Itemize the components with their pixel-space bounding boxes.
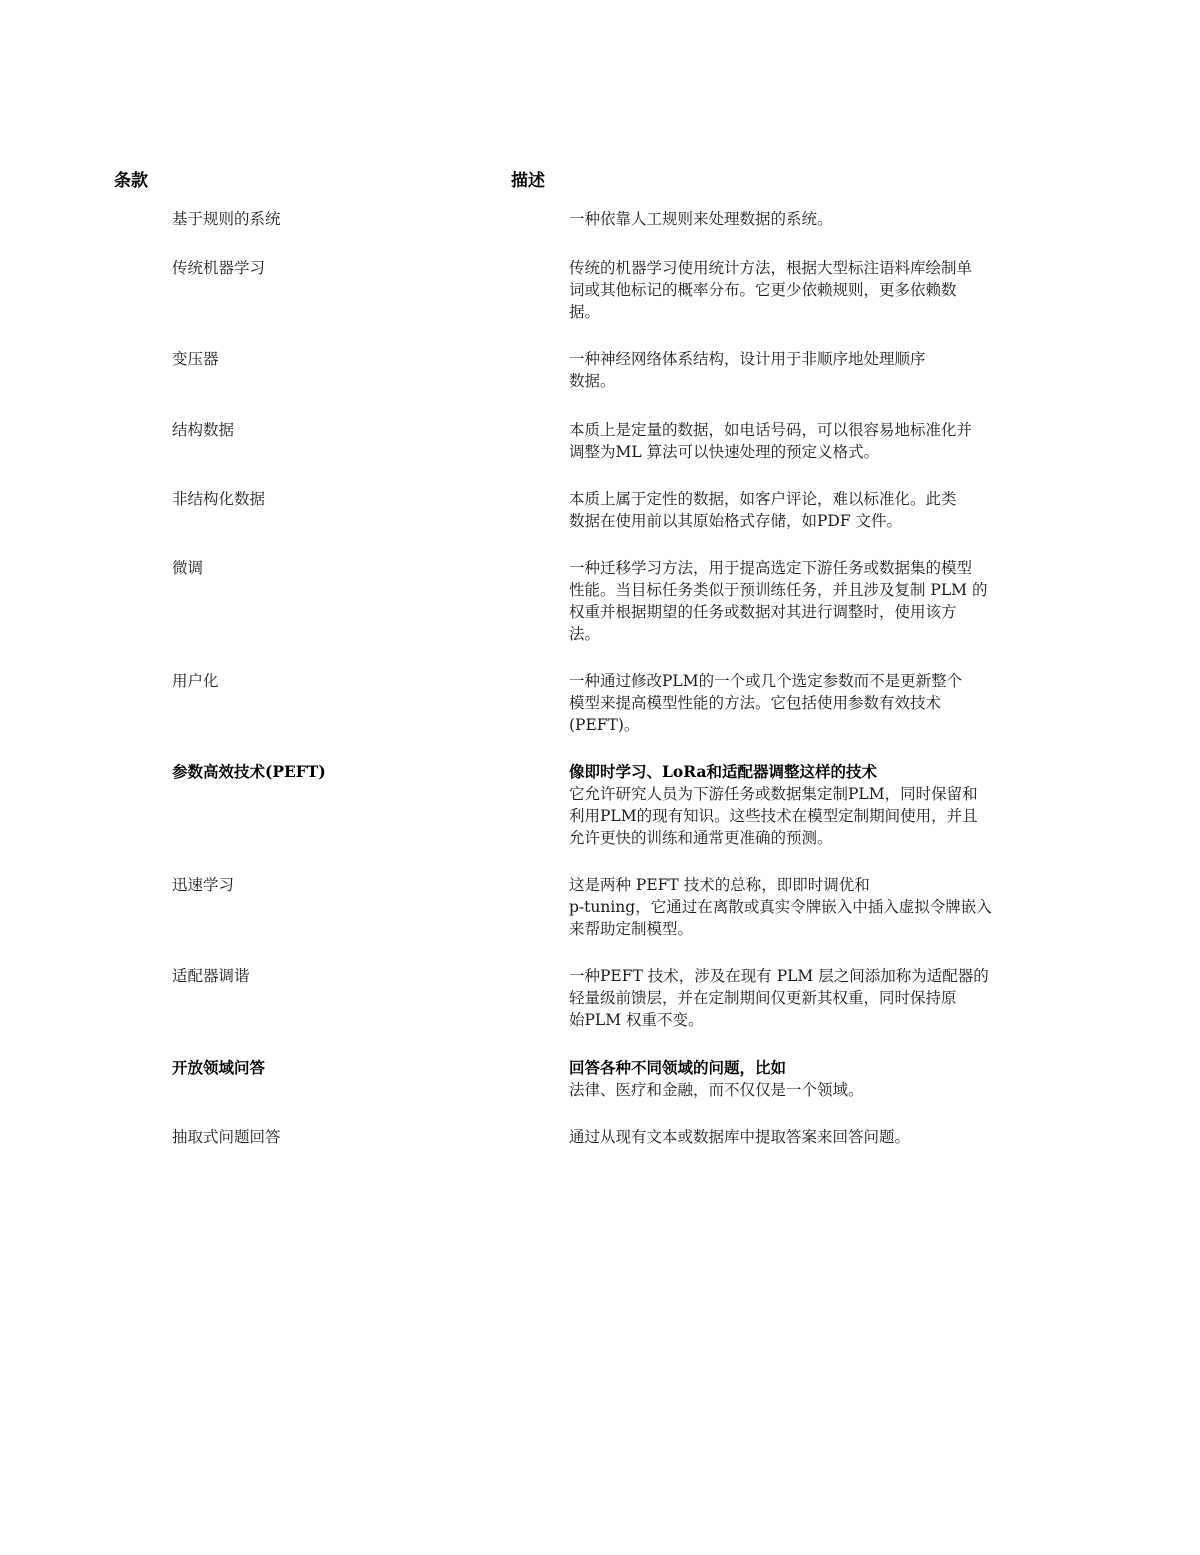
desc-line: 允许更快的训练和通常更准确的预测。 bbox=[569, 829, 833, 847]
desc-line: 调整为ML 算法可以快速处理的预定义格式。 bbox=[569, 443, 880, 461]
term-adapter-tuning: 适配器调谐 bbox=[172, 967, 250, 985]
desc-line: 始PLM 权重不变。 bbox=[569, 1011, 704, 1029]
desc-line: 据。 bbox=[569, 303, 601, 321]
desc-adapter-tuning bbox=[569, 965, 1059, 1031]
desc-line: 法律、医疗和金融，而不仅仅是一个领域。 bbox=[569, 1081, 864, 1099]
desc-structured-data bbox=[569, 419, 1059, 463]
desc-line: 一种神经网络体系结构，设计用于非顺序地处理顺序 bbox=[569, 350, 926, 368]
header-term: 条款 bbox=[114, 171, 148, 191]
desc-line: (PEFT)。 bbox=[569, 716, 640, 734]
header-description: 描述 bbox=[511, 171, 545, 191]
desc-traditional-ml bbox=[569, 257, 1059, 323]
desc-customization bbox=[569, 670, 1059, 736]
desc-line: 利用PLM的现有知识。这些技术在模型定制期间使用，并且 bbox=[569, 807, 978, 825]
desc-line: 权重并根据期望的任务或数据对其进行调整时，使用该方 bbox=[569, 603, 957, 621]
desc-line-bold: 回答各种不同领域的问题，比如 bbox=[569, 1058, 787, 1077]
term-extractive-qa: 抽取式问题回答 bbox=[172, 1128, 281, 1146]
term-structured-data: 结构数据 bbox=[172, 421, 235, 439]
desc-unstructured-data bbox=[569, 488, 1059, 532]
term-prompt-learning: 迅速学习 bbox=[172, 876, 235, 894]
desc-peft bbox=[569, 761, 1059, 849]
desc-transformer bbox=[569, 348, 1059, 392]
desc-line: 它允许研究人员为下游任务或数据集定制PLM，同时保留和 bbox=[569, 785, 978, 803]
term-unstructured-data: 非结构化数据 bbox=[172, 490, 266, 508]
desc-extractive-qa bbox=[569, 1126, 1059, 1148]
desc-line-bold: 像即时学习、LoRa和适配器调整这样的技术 bbox=[569, 762, 878, 781]
term-open-domain-qa: 开放领域问答 bbox=[172, 1058, 266, 1077]
term-customization: 用户化 bbox=[172, 672, 219, 690]
term-traditional-ml: 传统机器学习 bbox=[172, 259, 266, 277]
desc-line: 传统的机器学习使用统计方法，根据大型标注语料库绘制单 bbox=[569, 259, 973, 277]
desc-open-domain-qa bbox=[569, 1057, 1059, 1101]
desc-line: p-tuning，它通过在离散或真实令牌嵌入中插入虚拟令牌嵌入 bbox=[569, 898, 992, 916]
desc-line: 来帮助定制模型。 bbox=[569, 920, 694, 938]
desc-line: 一种依靠人工规则来处理数据的系统。 bbox=[569, 210, 833, 228]
desc-line: 这是两种 PEFT 技术的总称，即即时调优和 bbox=[569, 876, 870, 894]
desc-fine-tuning bbox=[569, 557, 1059, 645]
term-peft: 参数高效技术(PEFT) bbox=[172, 762, 326, 781]
desc-rule-based-system bbox=[569, 208, 1059, 230]
desc-prompt-learning bbox=[569, 874, 1059, 940]
desc-line: 本质上属于定性的数据，如客户评论，难以标准化。此类 bbox=[569, 490, 957, 508]
desc-line: 一种通过修改PLM的一个或几个选定参数而不是更新整个 bbox=[569, 672, 963, 690]
desc-line: 轻量级前馈层，并在定制期间仅更新其权重，同时保持原 bbox=[569, 989, 957, 1007]
desc-line: 一种PEFT 技术，涉及在现有 PLM 层之间添加称为适配器的 bbox=[569, 967, 989, 985]
desc-line: 数据在使用前以其原始格式存储，如PDF 文件。 bbox=[569, 512, 903, 530]
term-rule-based-system: 基于规则的系统 bbox=[172, 210, 281, 228]
desc-line: 模型来提高模型性能的方法。它包括使用参数有效技术 bbox=[569, 694, 942, 712]
desc-line: 法。 bbox=[569, 625, 601, 643]
desc-line: 词或其他标记的概率分布。它更少依赖规则，更多依赖数 bbox=[569, 281, 957, 299]
term-fine-tuning: 微调 bbox=[172, 559, 204, 577]
desc-line: 性能。当目标任务类似于预训练任务，并且涉及复制 PLM 的 bbox=[569, 581, 988, 599]
desc-line: 通过从现有文本或数据库中提取答案来回答问题。 bbox=[569, 1128, 911, 1146]
desc-line: 一种迁移学习方法，用于提高选定下游任务或数据集的模型 bbox=[569, 559, 973, 577]
desc-line: 本质上是定量的数据，如电话号码，可以很容易地标准化并 bbox=[569, 421, 973, 439]
desc-line: 数据。 bbox=[569, 372, 616, 390]
term-transformer: 变压器 bbox=[172, 350, 219, 368]
